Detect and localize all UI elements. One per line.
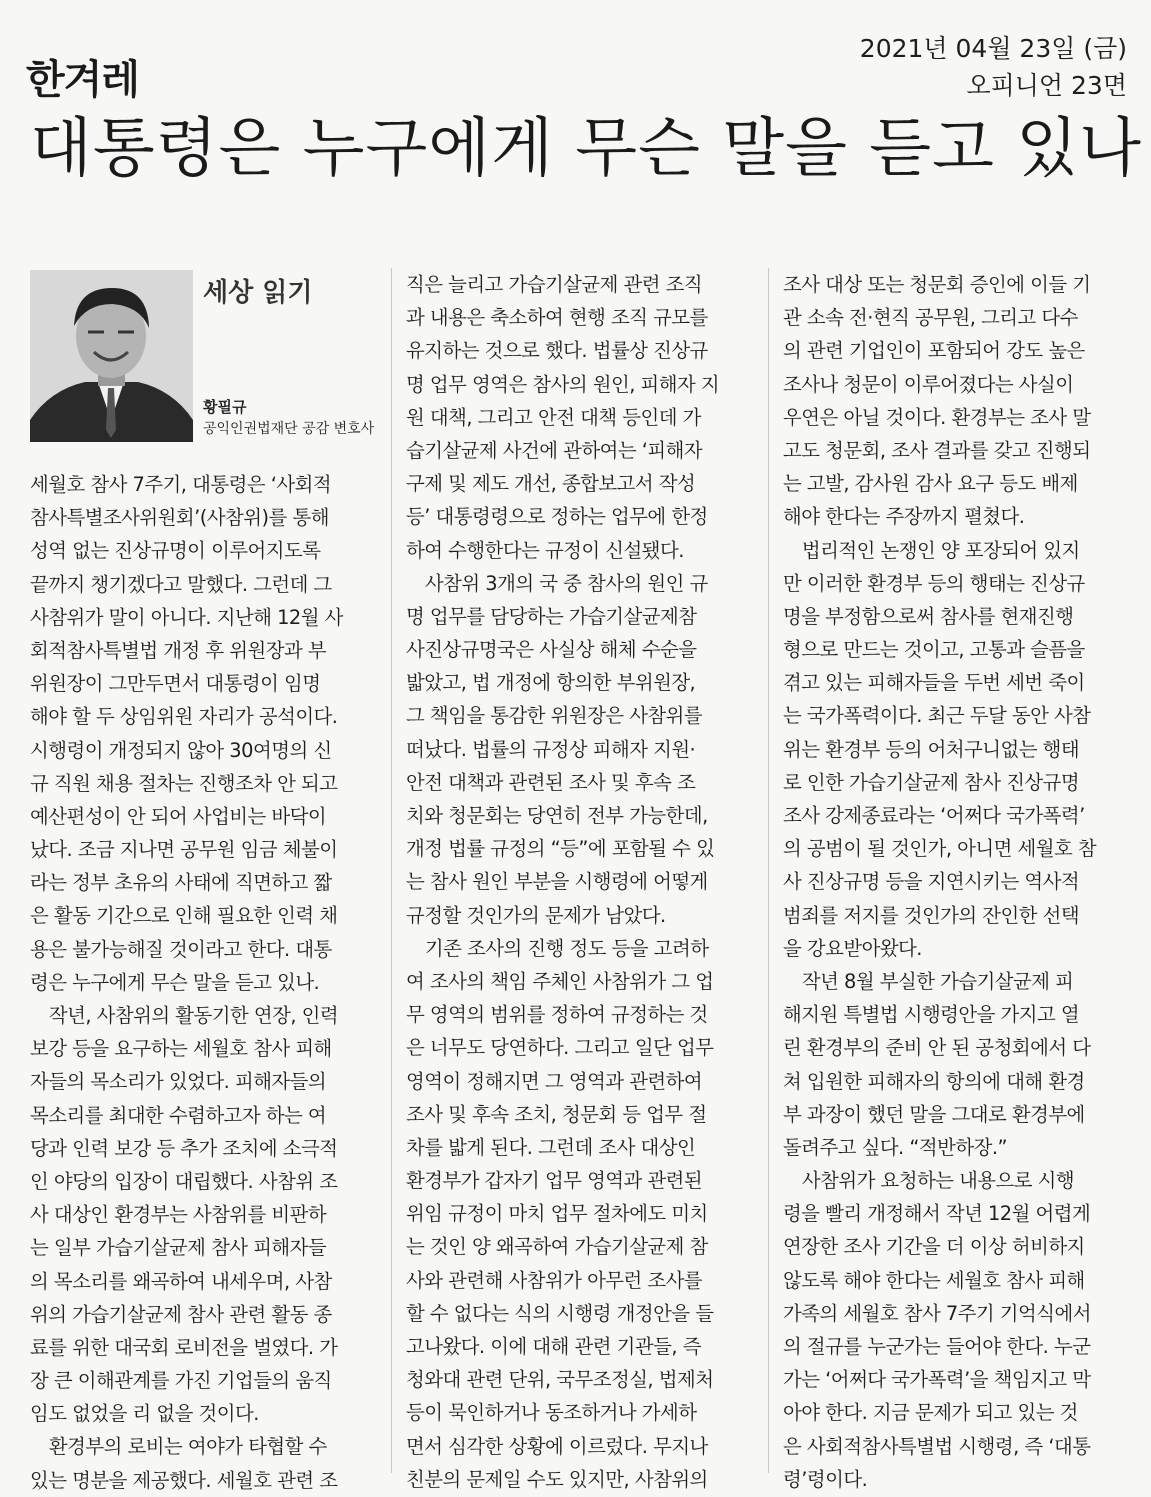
headline: 대통령은 누구에게 무슨 말을 듣고 있나 bbox=[30, 112, 1142, 186]
article-line: 안전 대책과 관련된 조사 및 후속 조 bbox=[406, 770, 696, 794]
article-line: 자들의 목소리가 있었다. 피해자들의 bbox=[30, 1070, 327, 1094]
article-line: 사진상규명국은 사실상 해체 수순을 bbox=[406, 638, 697, 662]
article-line: 아야 한다. 지금 문제가 되고 있는 것 bbox=[783, 1401, 1078, 1425]
publication-info bbox=[860, 30, 1127, 104]
article-line: 차를 밟게 된다. 그런데 조사 대상인 bbox=[406, 1135, 696, 1159]
article-line: 할 수 없다는 식의 시행령 개정안을 들 bbox=[406, 1301, 714, 1325]
article-line: 기존 조사의 진행 정도 등을 고려하 bbox=[406, 936, 709, 960]
article-line: 가는 ‘어쩌다 국가폭력’을 책임지고 막 bbox=[783, 1368, 1091, 1392]
article-line: 습기살균제 사건에 관하여는 ‘피해자 bbox=[406, 438, 703, 462]
article-line: 치와 청문회는 당연히 전부 가능한데, bbox=[406, 804, 708, 827]
article-line: 여 조사의 책임 주체인 사참위가 그 업 bbox=[406, 969, 714, 993]
article-line: 연장한 조사 기간을 더 이상 허비하지 bbox=[783, 1235, 1085, 1259]
article-line: 위임 규정이 마치 업무 절차에도 미치 bbox=[406, 1202, 708, 1226]
article-line: 장 큰 이해관계를 가진 기업들의 움직 bbox=[30, 1369, 332, 1393]
article-line: 위의 가습기살균제 참사 관련 활동 종 bbox=[30, 1302, 332, 1326]
column-label: 세상 읽기 bbox=[203, 278, 313, 308]
article-line: 성역 없는 진상규명이 이루어지도록 bbox=[30, 539, 321, 563]
article-line: 사 진상규명 등을 지연시키는 역사적 bbox=[783, 870, 1080, 894]
article-line: 의 목소리를 왜곡하여 내세우며, 사참 bbox=[30, 1269, 332, 1293]
article-line: 법리적인 논쟁인 양 포장되어 있지 bbox=[783, 538, 1080, 562]
article-line: 조사 및 후속 조치, 청문회 등 업무 절 bbox=[406, 1102, 707, 1126]
article-line: 고나왔다. 이에 대해 관련 기관들, 즉 bbox=[406, 1335, 701, 1358]
article-line: 우연은 아닐 것이다. 환경부는 조사 말 bbox=[783, 405, 1091, 429]
article-line: 났다. 조금 지나면 공무원 임금 체불이 bbox=[30, 838, 338, 862]
article-line: 조사나 청문이 이루어졌다는 사실이 bbox=[783, 372, 1074, 396]
article-line: 무 영역의 범위를 정하여 규정하는 것 bbox=[406, 1003, 708, 1027]
article-line: 있는 명분을 제공했다. 세월호 관련 조 bbox=[30, 1468, 338, 1492]
column-divider bbox=[768, 268, 769, 1473]
article-line: 는 일부 가습기살균제 참사 피해자들 bbox=[30, 1236, 327, 1260]
article-line: 환경부가 갑자기 업무 영역과 관련된 bbox=[406, 1169, 703, 1193]
article-line: 겪고 있는 피해자들을 두번 세번 죽이 bbox=[783, 671, 1085, 695]
article-line: 청와대 관련 단위, 국무조정실, 법제처 bbox=[406, 1368, 714, 1392]
article-line: 사와 관련해 사참위가 아무런 조사를 bbox=[406, 1268, 703, 1292]
newspaper-logo: 한겨레 bbox=[26, 57, 139, 103]
article-line: 과 내용은 축소하여 현행 조직 규모를 bbox=[406, 306, 708, 330]
article-line: 가족의 세월호 참사 7주기 기억식에서 bbox=[783, 1301, 1091, 1325]
article-line: 만 이러한 환경부 등의 행태는 진상규 bbox=[783, 571, 1085, 595]
article-line: 사참위 3개의 국 중 참사의 원인 규 bbox=[406, 571, 708, 595]
article-line: 하여 수행한다는 규정이 신설됐다. bbox=[406, 538, 684, 562]
article-line: 은 사회적참사특별법 시행령, 즉 ‘대통 bbox=[783, 1434, 1091, 1458]
article-line: 의 관련 기업인이 포함되어 강도 높은 bbox=[783, 339, 1085, 363]
article-line: 용은 불가능해질 것이라고 한다. 대통 bbox=[30, 937, 332, 961]
article-line: 환경부의 로비는 여야가 타협할 수 bbox=[30, 1435, 327, 1459]
article-line: 당과 인력 보강 등 추가 조치에 소극적 bbox=[30, 1136, 338, 1160]
article-line: 밟았고, 법 개정에 항의한 부위원장, bbox=[406, 671, 696, 695]
article-line: 는 국가폭력이다. 최근 두달 동안 사참 bbox=[783, 704, 1091, 728]
article-line: 임도 없었을 리 없을 것이다. bbox=[30, 1402, 259, 1426]
article-line: 끝까지 챙기겠다고 말했다. 그런데 그 bbox=[30, 572, 332, 596]
article-line: 의 절규를 누군가는 들어야 한다. 누군 bbox=[783, 1335, 1091, 1358]
article-line: 는 고발, 감사원 감사 요구 등도 배제 bbox=[783, 472, 1078, 496]
article-line: 린 환경부의 준비 안 된 공청회에서 다 bbox=[783, 1036, 1091, 1060]
article-line: 범죄를 저지를 것인가의 잔인한 선택 bbox=[783, 903, 1080, 927]
article-line: 규정할 것인가의 문제가 남았다. bbox=[406, 903, 666, 927]
article-line: 보강 등을 요구하는 세월호 참사 피해 bbox=[30, 1037, 332, 1061]
article-line: 는 참사 원인 부분을 시행령에 어떻게 bbox=[406, 870, 708, 894]
article-line: 은 너무도 당연하다. 그리고 일단 업무 bbox=[406, 1036, 714, 1060]
article-line: 규 직원 채용 절차는 진행조차 안 되고 bbox=[30, 771, 338, 795]
article-line: 등’ 대통령령으로 정하는 업무에 한정 bbox=[406, 505, 708, 529]
article-line: 위는 환경부 등의 어처구니없는 행태 bbox=[783, 737, 1080, 761]
article-line: 령은 누구에게 무슨 말을 듣고 있나. bbox=[30, 970, 320, 994]
article-line: 구제 및 제도 개선, 종합보고서 작성 bbox=[406, 472, 696, 496]
article-line: 는 것인 양 왜곡하여 가습기살균제 참 bbox=[406, 1235, 708, 1259]
article-column-3 bbox=[783, 268, 1129, 1496]
author-title: 공익인권법재단 공감 변호사 bbox=[203, 421, 375, 437]
article-line: 회적참사특별법 개정 후 위원장과 부 bbox=[30, 638, 327, 662]
section-page: 오피니언 23면 bbox=[966, 71, 1127, 100]
article-line: 돌려주고 싶다. “적반하장.” bbox=[783, 1135, 1008, 1159]
article-line: 작년, 사참위의 활동기한 연장, 인력 bbox=[30, 1004, 339, 1027]
article-line: 해야 한다는 주장까지 펼쳤다. bbox=[783, 505, 1025, 529]
article-line: 명 업무를 담당하는 가습기살균제참 bbox=[406, 604, 697, 628]
article-line: 고도 청문회, 조사 결과를 갖고 진행되 bbox=[783, 438, 1091, 462]
author-photo bbox=[30, 270, 193, 442]
article-line: 로 인한 가습기살균제 참사 진상규명 bbox=[783, 770, 1080, 794]
article-line: 사참위가 요청하는 내용으로 시행 bbox=[783, 1169, 1075, 1193]
article-line: 직은 늘리고 가습기살균제 관련 조직 bbox=[406, 273, 703, 296]
article-line: 유지하는 것으로 했다. 법률상 진상규 bbox=[406, 339, 708, 363]
article-line: 령을 빨리 개정해서 작년 12월 어렵게 bbox=[783, 1202, 1091, 1226]
article-line: 명을 부정함으로써 참사를 현재진행 bbox=[783, 604, 1074, 628]
article-line: 사참위가 말이 아니다. 지난해 12월 사 bbox=[30, 605, 343, 629]
article-line: 은 활동 기간으로 인해 필요한 인력 채 bbox=[30, 904, 338, 928]
article-line: 관 소속 전·현직 공무원, 그리고 다수 bbox=[783, 306, 1078, 330]
article-column-2 bbox=[406, 268, 752, 1496]
article-line: 원 대책, 그리고 안전 대책 등인데 가 bbox=[406, 405, 701, 429]
author-portrait-icon bbox=[30, 270, 193, 442]
article-line: 해야 할 두 상임위원 자리가 공석이다. bbox=[30, 705, 338, 729]
article-line: 라는 정부 초유의 사태에 직면하고 짧 bbox=[30, 871, 332, 895]
article-line: 참사특별조사위원회’(사참위)를 통해 bbox=[30, 506, 329, 530]
author-name: 황필규 bbox=[203, 398, 247, 416]
article-line: 명 업무 영역은 참사의 원인, 피해자 지 bbox=[406, 372, 720, 396]
article-line: 조사 강제종료라는 ‘어쩌다 국가폭력’ bbox=[783, 804, 1085, 827]
article-line: 목소리를 최대한 수렴하고자 하는 여 bbox=[30, 1103, 327, 1127]
article-line: 시행령이 개정되지 않아 30여명의 신 bbox=[30, 738, 332, 762]
article-line: 조사 대상 또는 청문회 증인에 이들 기 bbox=[783, 273, 1091, 296]
article-line: 떠났다. 법률의 규정상 피해자 지원· bbox=[406, 737, 696, 761]
article-line: 영역이 정해지면 그 영역과 관련하여 bbox=[406, 1069, 703, 1093]
article-line: 위원장이 그만두면서 대통령이 임명 bbox=[30, 672, 321, 696]
article-line: 사 대상인 환경부는 사참위를 비판하 bbox=[30, 1203, 327, 1227]
article-line: 예산편성이 안 되어 사업비는 바닥이 bbox=[30, 804, 327, 828]
article-line: 부 과장이 했던 말을 그대로 환경부에 bbox=[783, 1102, 1085, 1126]
article-line: 면서 심각한 상황에 이르렀다. 무지나 bbox=[406, 1434, 708, 1458]
article-line: 형으로 만드는 것이고, 고통과 슬픔을 bbox=[783, 638, 1085, 662]
article-line: 등이 묵인하거나 동조하거나 가세하 bbox=[406, 1401, 697, 1425]
article-line: 해지원 특별법 시행령안을 가지고 열 bbox=[783, 1003, 1080, 1027]
article-line: 세월호 참사 7주기, 대통령은 ‘사회적 bbox=[30, 473, 332, 496]
article-column-1 bbox=[30, 468, 376, 1497]
article-line: 친분의 문제일 수도 있지만, 사참위의 bbox=[406, 1467, 708, 1491]
article-line: 않도록 해야 한다는 세월호 참사 피해 bbox=[783, 1268, 1085, 1292]
article-line: 을 강요받아왔다. bbox=[783, 936, 922, 960]
article-line: 료를 위한 대국회 로비전을 벌였다. 가 bbox=[30, 1335, 338, 1359]
article-line: 개정 법률 규정의 “등”에 포함될 수 있 bbox=[406, 837, 715, 861]
column-divider bbox=[391, 268, 392, 1473]
article-line: 쳐 입원한 피해자의 항의에 대해 환경 bbox=[783, 1069, 1085, 1093]
article-line: 령’령이다. bbox=[783, 1467, 868, 1491]
article-line: 그 책임을 통감한 위원장은 사참위를 bbox=[406, 704, 703, 728]
article-line: 의 공범이 될 것인가, 아니면 세월호 참 bbox=[783, 837, 1097, 861]
publication-date: 2021년 04월 23일 (금) bbox=[859, 34, 1127, 63]
article-line: 인 야당의 입장이 대립했다. 사참위 조 bbox=[30, 1169, 338, 1193]
article-line: 작년 8월 부실한 가습기살균제 피 bbox=[783, 969, 1074, 993]
